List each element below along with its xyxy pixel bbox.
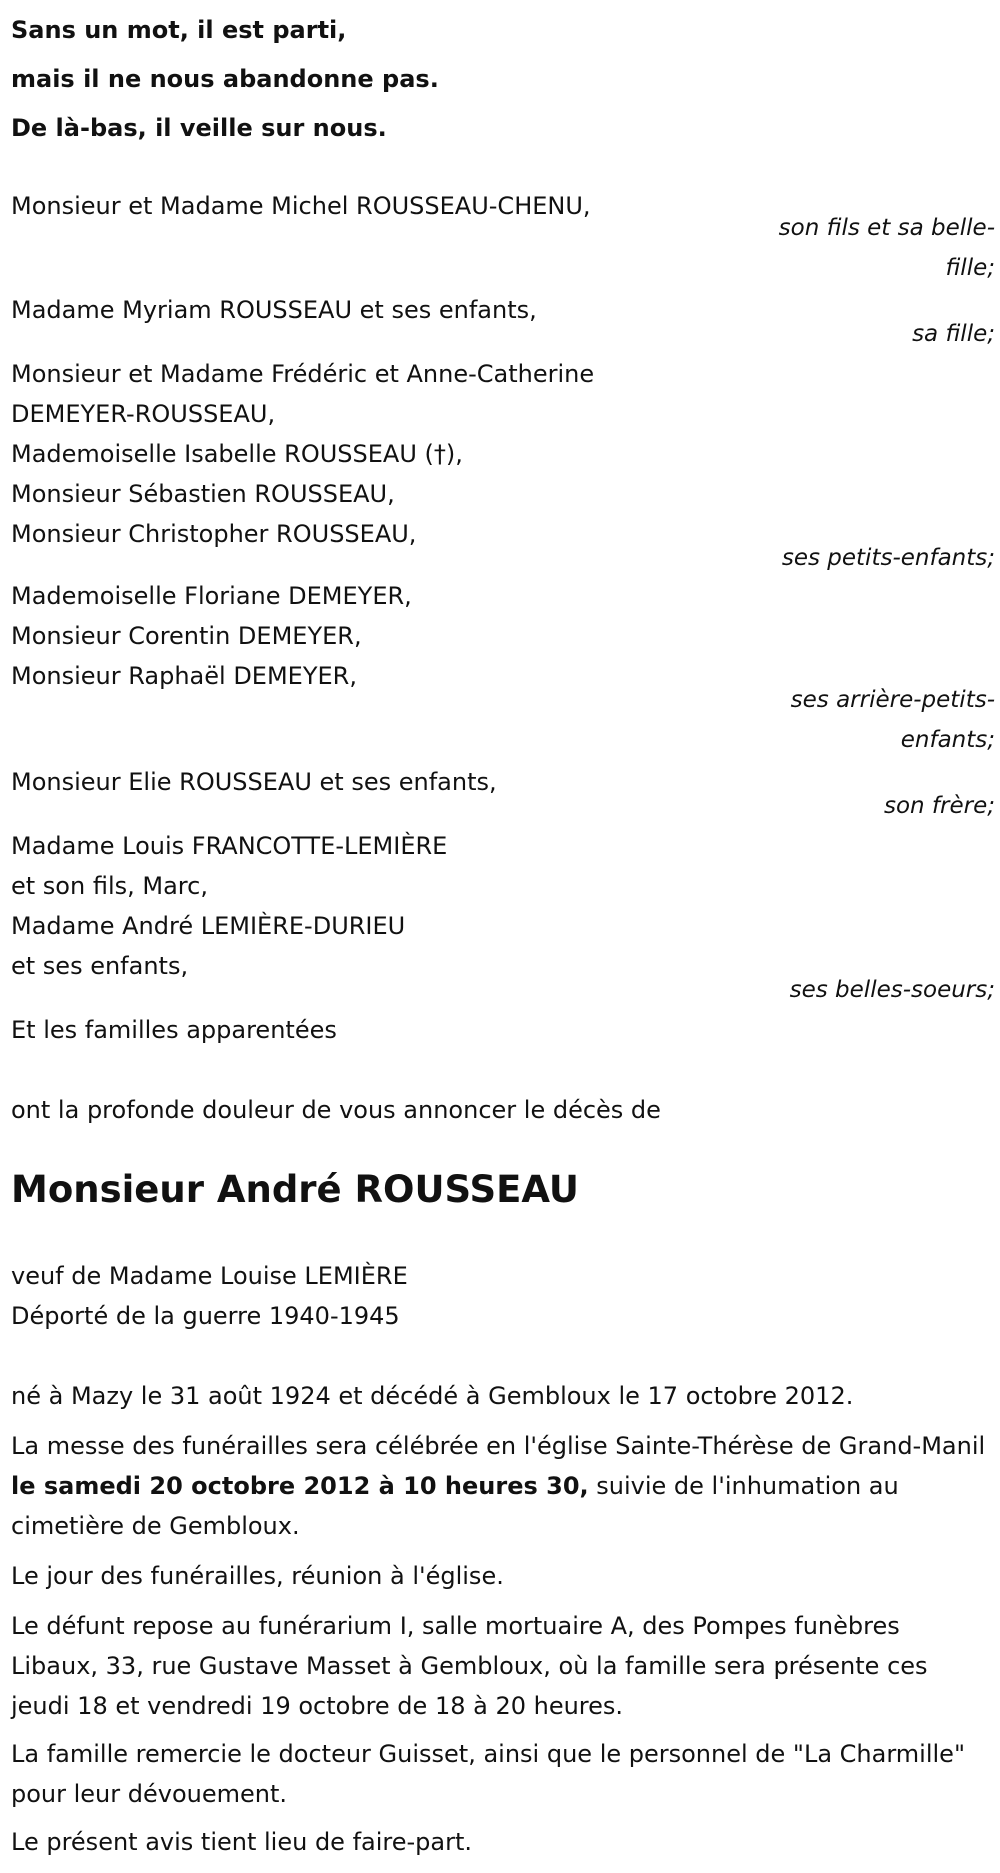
- family-son-names: Monsieur et Madame Michel ROUSSEAU-CHENU,: [11, 192, 591, 220]
- family-great-grandchildren-names: Mademoiselle Floriane DEMEYER, Monsieur Corentin DEMEYER, Monsieur Raphaël DEMEYER,: [11, 582, 412, 690]
- mass-date: le samedi 20 octobre 2012 à 10 heures 30,: [11, 1472, 589, 1500]
- poem-line: Sans un mot, il est parti,: [11, 16, 347, 44]
- birth-death: né à Mazy le 31 août 1924 et décédé à Gembloux le 17 octobre 2012.: [11, 1382, 854, 1410]
- family-sisters-in-law-names: Madame Louis FRANCOTTE-LEMIÈRE et son fils, Marc, Madame André LEMIÈRE-DURIEU et ses enfants,: [11, 832, 448, 980]
- family-related: Et les familles apparentées: [11, 1016, 337, 1044]
- relation-son: son fils et sa belle-fille;: [778, 215, 995, 281]
- relation-grandchildren: ses petits-enfants;: [781, 545, 995, 571]
- deported-line: Déporté de la guerre 1940-1945: [11, 1302, 400, 1330]
- widower-line: veuf de Madame Louise LEMIÈRE: [11, 1262, 408, 1290]
- announcement: ont la profonde douleur de vous annoncer le décès de: [11, 1096, 661, 1124]
- poem: [11, 6, 439, 153]
- poem-line: mais il ne nous abandonne pas.: [11, 65, 439, 93]
- family-grandchildren-names: Monsieur et Madame Frédéric et Anne-Catherine DEMEYER-ROUSSEAU, Mademoiselle Isabelle ROUSSEAU (†), Monsieur Sébastien ROUSSEAU, Monsieur Christopher ROUSSEAU,: [11, 360, 595, 548]
- family-brother-names: Monsieur Elie ROUSSEAU et ses enfants,: [11, 768, 497, 796]
- meeting: Le jour des funérailles, réunion à l'église.: [11, 1562, 504, 1590]
- relation-great-grandchildren: ses arrière-petits-enfants;: [790, 687, 995, 753]
- repose: Le défunt repose au funérarium I, salle mortuaire A, des Pompes funèbres Libaux, 33, rue Gustave Masset à Gembloux, où la famille sera présente ces jeudi 18 et vendredi 19 octobre de 18 à 20 heures.: [11, 1612, 928, 1720]
- notice: Le présent avis tient lieu de faire-part.: [11, 1828, 473, 1856]
- mass-details: La messe des funérailles sera célébrée en l'église Sainte-Thérèse de Grand-Manil le samedi 20 octobre 2012 à 10 heures 30, suivie de l'inhumation au cimetière de Gembloux.: [11, 1432, 986, 1540]
- poem-line: De là-bas, il veille sur nous.: [11, 114, 387, 142]
- family-daughter-names: Madame Myriam ROUSSEAU et ses enfants,: [11, 296, 537, 324]
- relation-sisters-in-law: ses belles-soeurs;: [789, 977, 995, 1003]
- relation-daughter: sa fille;: [912, 321, 995, 347]
- relation-brother: son frère;: [883, 793, 995, 819]
- deceased-name: Monsieur André ROUSSEAU: [11, 1168, 579, 1211]
- thanks: La famille remercie le docteur Guisset, ainsi que le personnel de "La Charmille" pour leur dévouement.: [11, 1740, 965, 1808]
